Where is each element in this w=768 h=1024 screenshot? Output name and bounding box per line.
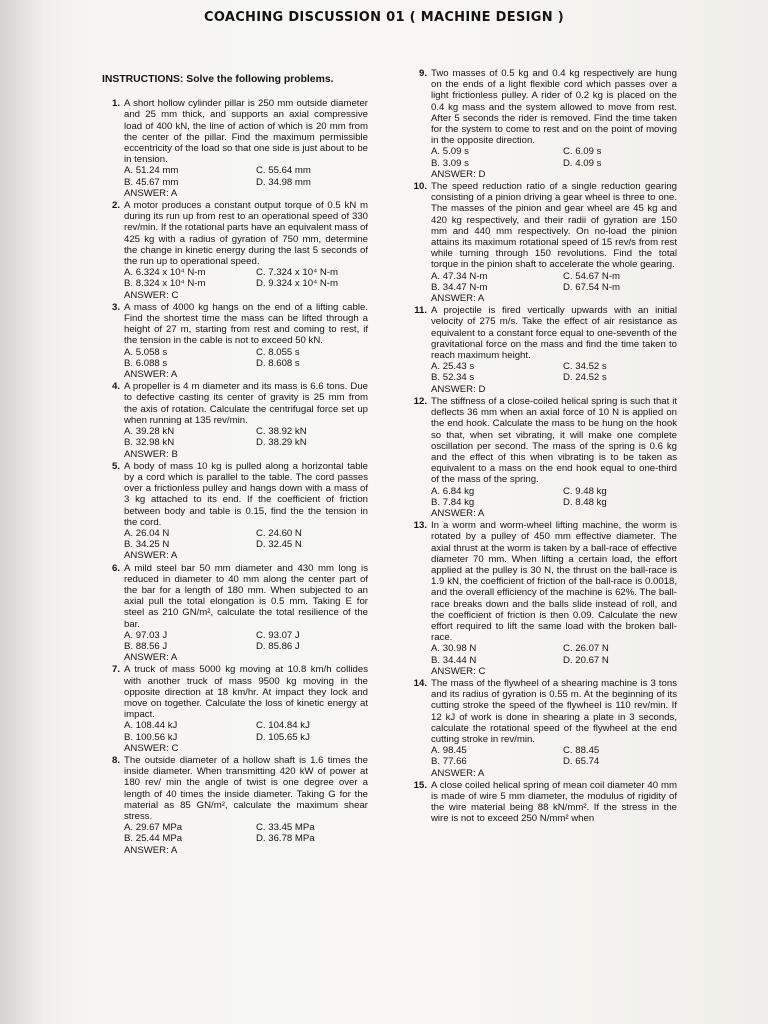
- choice-d: D. 8.608 s: [256, 357, 300, 369]
- problem-text: A mass of 4000 kg hangs on the end of a lifting cable. Find the shortest time the mass can be lifted through a height of 27 m, starting from rest and coming to rest, if the tension in the cable is not to exceed 50 kN.: [124, 301, 368, 347]
- choice-c: C. 24.60 N: [256, 527, 302, 539]
- choice-b: B. 45.67 mm: [124, 176, 179, 188]
- problem-number: 4.: [111, 381, 120, 393]
- choice-d: D. 85.86 J: [256, 640, 300, 652]
- choice-d: D. 65.74: [563, 756, 600, 768]
- answer: ANSWER: A: [124, 844, 178, 856]
- answer: ANSWER: C: [124, 289, 179, 301]
- choice-a: A. 39.28 kN: [124, 426, 175, 438]
- choice-c: C. 55.64 mm: [256, 165, 311, 177]
- choice-c: C. 7.324 x 10⁴ N-m: [256, 267, 338, 279]
- problem-number: 15.: [413, 779, 427, 791]
- problem-text: A projectile is fired vertically upwards with an initial velocity of 275 m/s. Take the effect of air resistance as equivalent to a constant force equal to one-seventh of the gravitational force on the mass and find the time taken to reach maximum height.: [431, 305, 677, 362]
- problem-8: [100, 755, 368, 856]
- choices: [431, 643, 677, 665]
- choice-a: A. 5.058 s: [124, 346, 168, 358]
- choice-c: C. 9.48 kg: [563, 485, 607, 497]
- choice-c: C. 6.09 s: [563, 146, 602, 158]
- problem-1: [100, 98, 368, 199]
- choice-a: A. 108.44 kJ: [124, 720, 178, 732]
- problem-7: [100, 664, 368, 754]
- problem-13: [407, 520, 677, 677]
- answer: ANSWER: C: [124, 742, 179, 754]
- answer: ANSWER: B: [124, 448, 178, 460]
- choice-d: D. 20.67 N: [563, 654, 609, 666]
- problem-14: [407, 678, 677, 779]
- choice-a: A. 5.09 s: [431, 146, 469, 158]
- problem-number: 13.: [413, 520, 427, 532]
- choice-c: C. 54.67 N-m: [563, 270, 621, 282]
- problem-number: 5.: [111, 460, 120, 472]
- choice-c: C. 26.07 N: [563, 643, 609, 655]
- choice-d: D. 38.29 kN: [256, 437, 307, 449]
- left-column: [100, 68, 368, 857]
- problem-number: 3.: [111, 301, 120, 313]
- answer: ANSWER: C: [431, 665, 486, 677]
- choice-a: A. 29.67 MPa: [124, 822, 183, 834]
- choice-c: C. 88.45: [563, 745, 600, 757]
- problem-text: A propeller is 4 m diameter and its mass is 6.6 tons. Due to defective casting its center of gravity is 25 mm from the axis of rotation. Calculate the centrifugal force set up when running at 135 rev/min.: [124, 381, 368, 426]
- choice-b: B. 8.324 x 10⁴ N-m: [124, 278, 206, 290]
- page-shadow: [0, 0, 46, 1024]
- choices: [124, 720, 368, 742]
- choice-d: D. 67.54 N-m: [563, 281, 621, 293]
- choice-c: C. 93.07 J: [256, 629, 300, 641]
- problem-11: [407, 305, 677, 395]
- answer: ANSWER: A: [431, 507, 485, 519]
- choice-c: C. 33.45 MPa: [256, 822, 315, 834]
- problem-6: [100, 563, 368, 664]
- choice-a: A. 30.98 N: [431, 643, 477, 655]
- answer: ANSWER: A: [124, 187, 178, 199]
- answer: ANSWER: A: [124, 369, 178, 381]
- problem-text: The stiffness of a close-coiled helical spring is such that it deflects 36 mm when an axial force of 10 N is applied on the end hook. Calculate the mass to be hung on the hook so that, when set vibrating, it will make one complete oscillation per second. The mass of the spring is 0.6 kg and the effect of this when vibrating is to be taken as equivalent to a mass on the end hook equal to one-third of the mass of the spring.: [431, 395, 677, 486]
- problem-text: The speed reduction ratio of a single reduction gearing consisting of a pinion driving a gear wheel is three to one. The masses of the pinion and gear wheel are 45 kg and 420 kg respectively, and their radii of gyration are 150 mm and 440 mm respectively. On no-load the pinion attains its maximum rotational speed of 15 rev/s from rest while turning through 150 revolutions. Find the total torque in the pinion shaft to accelerate the whole gearing.: [431, 181, 677, 271]
- choice-b: B. 25.44 MPa: [124, 833, 183, 845]
- problem-text: A truck of mass 5000 kg moving at 10.8 km/h collides with another truck of mass 9500 kg moving in the opposite direction at 18 km/hr. At impact they lock and move on together. Calculate the loss of kinetic energy at impact.: [124, 664, 368, 721]
- problem-number: 12.: [413, 395, 427, 407]
- choices: [124, 822, 368, 844]
- choice-d: D. 9.324 x 10⁴ N-m: [256, 278, 338, 290]
- choice-d: D. 8.48 kg: [563, 496, 607, 508]
- instructions: INSTRUCTIONS: Solve the following problems.: [102, 74, 334, 85]
- choices: [124, 528, 368, 550]
- choice-a: A. 26.04 N: [124, 527, 170, 539]
- choice-b: B. 52.34 s: [431, 372, 475, 384]
- choices: [431, 745, 677, 767]
- choice-b: B. 100.56 kJ: [124, 731, 178, 743]
- answer: ANSWER: A: [431, 767, 485, 779]
- problem-number: 2.: [111, 200, 120, 212]
- document-title: COACHING DISCUSSION 01 ( MACHINE DESIGN ): [204, 10, 564, 25]
- problem-3: [100, 302, 368, 380]
- choice-c: C. 38.92 kN: [256, 426, 307, 438]
- choice-a: A. 25.43 s: [431, 361, 475, 373]
- choices: [124, 426, 368, 448]
- answer: ANSWER: A: [124, 652, 178, 664]
- answer: ANSWER: D: [431, 383, 486, 395]
- problem-text: A body of mass 10 kg is pulled along a horizontal table by a cord which is parallel to the table. The cord passes over a frictionless pulley and hangs down with a mass of 3 kg attached to its end. If the coefficient of friction between body and table is 0.15, find the the tension in the cord.: [124, 460, 368, 528]
- choice-d: D. 24.52 s: [563, 372, 607, 384]
- choice-c: C. 8.055 s: [256, 346, 300, 358]
- problem-2: [100, 200, 368, 301]
- problem-text: A close coiled helical spring of mean coil diameter 40 mm is made of wire 5 mm diameter, the modulus of rigidity of the wire material being 88 kN/mm². If the stress in the wire is not to exceed 250 N/mm² when: [431, 779, 677, 825]
- choice-d: D. 36.78 MPa: [256, 833, 315, 845]
- choice-d: D. 105.65 kJ: [256, 731, 310, 743]
- problem-text: A short hollow cylinder pillar is 250 mm outside diameter and 25 mm thick, and supports an axial compressive load of 400 kN, the line of action of which is 20 mm from the center of the pillar. Find the maximum permissible eccentricity of the load so that one side is just about to be in tension.: [124, 98, 368, 166]
- choice-b: B. 6.088 s: [124, 357, 168, 369]
- problem-number: 1.: [111, 98, 120, 110]
- choices: [124, 347, 368, 369]
- choice-b: B. 34.47 N-m: [431, 281, 488, 293]
- choices: [431, 271, 677, 293]
- choice-b: B. 7.84 kg: [431, 496, 475, 508]
- choice-d: D. 4.09 s: [563, 157, 602, 169]
- choices: [431, 486, 677, 508]
- problem-number: 6.: [111, 562, 120, 574]
- choice-b: B. 3.09 s: [431, 157, 469, 169]
- problem-number: 8.: [111, 754, 120, 766]
- choice-a: A. 6.84 kg: [431, 485, 475, 497]
- problem-5: [100, 461, 368, 562]
- choice-a: A. 97.03 J: [124, 629, 168, 641]
- problem-12: [407, 396, 677, 519]
- answer: ANSWER: A: [431, 293, 485, 305]
- choice-c: C. 34.52 s: [563, 361, 607, 373]
- problem-number: 7.: [111, 664, 120, 676]
- problem-text: In a worm and worm-wheel lifting machine, the worm is rotated by a pulley of 450 mm effective diameter. The axial thrust at the worm is taken by a ball-race of effective diameter 70 mm. When lifting a certain load, the effort applied at the pulley is 30 N, the thrust on the ball-race is 1.9 kN, the coefficient of friction of the ball-race is 0.0018, and the overall efficiency of the machine is 62%. The ball-race breaks down and the balls slide instead of roll, and the coefficient of friction is then 0.09. Calculate the new effort required to lift the same load with the broken ball-race.: [431, 520, 677, 644]
- problem-10: [407, 181, 677, 304]
- problem-9: [407, 68, 677, 180]
- choice-c: C. 104.84 kJ: [256, 720, 310, 732]
- choice-d: D. 34.98 mm: [256, 176, 311, 188]
- problem-number: 9.: [418, 68, 427, 79]
- choice-b: B. 88.56 J: [124, 640, 168, 652]
- choice-b: B. 34.25 N: [124, 539, 170, 551]
- answer: ANSWER: D: [431, 168, 486, 180]
- problem-number: 10.: [413, 181, 427, 193]
- choices: [124, 630, 368, 652]
- choice-d: D. 32.45 N: [256, 539, 302, 551]
- choices: [124, 267, 368, 289]
- problem-15: [407, 780, 677, 825]
- choice-b: B. 77.66: [431, 756, 467, 768]
- problem-text: Two masses of 0.5 kg and 0.4 kg respectively are hung on the ends of a light flexible cord which passes over a light frictionless pulley. A rider of 0.2 kg is placed on the 0.4 kg mass and the system allowed to move from rest. After 5 seconds the rider is removed. Find the time taken for the system to come to rest and on the point of moving in the opposite direction.: [431, 68, 677, 147]
- choices: [431, 361, 677, 383]
- choice-a: A. 98.45: [431, 745, 467, 757]
- choice-b: B. 32.98 kN: [124, 437, 175, 449]
- choices: [431, 146, 677, 168]
- choice-a: A. 47.34 N-m: [431, 270, 488, 282]
- problem-number: 14.: [413, 677, 427, 689]
- choice-a: A. 6.324 x 10⁴ N-m: [124, 267, 206, 279]
- choice-b: B. 34.44 N: [431, 654, 477, 666]
- choices: [124, 165, 368, 187]
- problem-text: A motor produces a constant output torque of 0.5 kN m during its run up from rest to an operational speed of 330 rev/min. If the rotational parts have an equivalent mass of 425 kg with a radius of gyration of 750 mm, determine the change in kinetic energy during the last 5 seconds of the run up to operational speed.: [124, 200, 368, 268]
- problem-number: 11.: [414, 305, 427, 317]
- problem-text: A mild steel bar 50 mm diameter and 430 mm long is reduced in diameter to 40 mm along the center part of the bar for a length of 180 mm. When subjected to an axial pull the total elongation is 0.5 mm. Taking E for steel as 210 GN/m², calculate the total resilience of the bar.: [124, 562, 368, 630]
- problem-text: The mass of the flywheel of a shearing machine is 3 tons and its radius of gyration is 0.55 m. At the beginning of its cutting stroke the speed of the flywheel is 110 rev/min. If 12 kJ of work is done in shearing a plate in 3 seconds, calculate the rotational speed of the flywheel at the end cutting stroke in rev/min.: [431, 677, 677, 745]
- choice-a: A. 51.24 mm: [124, 165, 179, 177]
- answer: ANSWER: A: [124, 550, 178, 562]
- problem-4: [100, 381, 368, 459]
- right-column: [407, 68, 677, 826]
- problem-text: The outside diameter of a hollow shaft is 1.6 times the inside diameter. When transmitting 420 kW of power at 180 rev/ min the angle of twist is one degree over a length of 40 times the inside diameter. Taking G for the material as 85 GN/m², calculate the maximum shear stress.: [124, 754, 368, 822]
